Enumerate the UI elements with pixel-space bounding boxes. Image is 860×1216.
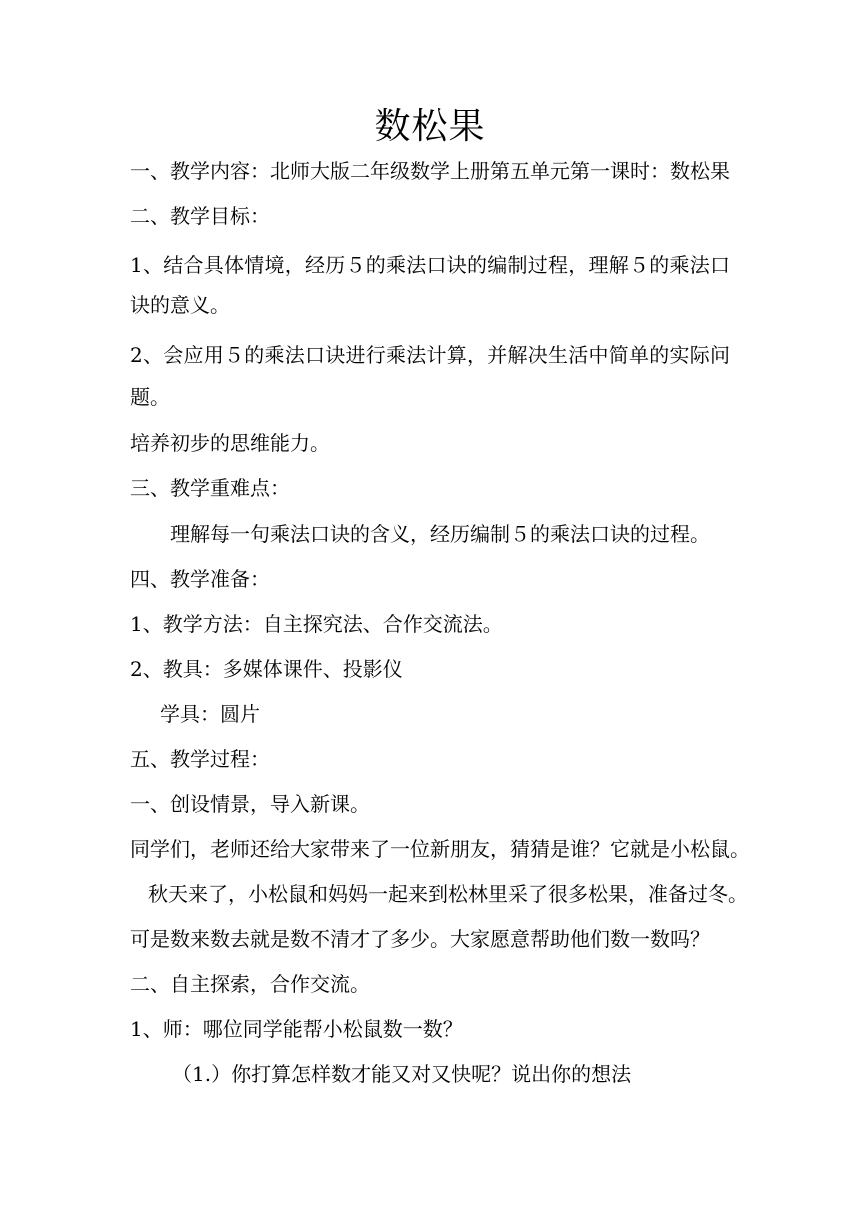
sub-question-line: （1.）你打算怎样数才能又对又快呢？说出你的想法: [172, 1062, 632, 1086]
goal-2-line-1: 2、会应用５的乘法口诀进行乘法计算，并解决生活中简单的实际问: [130, 343, 730, 367]
section-2-heading: 二、自主探索，合作交流。: [130, 972, 370, 996]
key-points-heading: 三、教学重难点：: [130, 476, 290, 500]
goal-1-line-1: 1、结合具体情境，经历５的乘法口诀的编制过程，理解５的乘法口: [130, 253, 730, 277]
intro-paragraph-line-2: 秋天来了，小松鼠和妈妈一起来到松林里采了很多松果，准备过冬。: [148, 882, 748, 906]
goal-2-line-2: 题。: [130, 385, 170, 409]
teaching-goals-heading: 二、教学目标：: [130, 204, 270, 228]
teaching-tools-line: 2、教具：多媒体课件、投影仪: [130, 657, 403, 681]
student-tools-line: 学具：圆片: [160, 702, 260, 726]
document-title: 数松果: [374, 106, 486, 147]
section-1-heading: 一、创设情景，导入新课。: [130, 792, 370, 816]
key-points-content: 理解每一句乘法口诀的含义，经历编制５的乘法口诀的过程。: [170, 522, 710, 546]
intro-paragraph-line-3: 可是数来数去就是数不清才了多少。大家愿意帮助他们数一数吗？: [130, 927, 710, 951]
intro-paragraph-line-1: 同学们，老师还给大家带来了一位新朋友，猜猜是谁？它就是小松鼠。: [130, 837, 750, 861]
goal-3-line: 培养初步的思维能力。: [130, 431, 330, 455]
teaching-process-heading: 五、教学过程：: [130, 747, 270, 771]
goal-1-line-2: 诀的意义。: [130, 293, 230, 317]
teaching-content-line: 一、教学内容：北师大版二年级数学上册第五单元第一课时：数松果: [130, 159, 730, 183]
teaching-method-line: 1、教学方法：自主探究法、合作交流法。: [130, 612, 503, 636]
teacher-question-line: 1、师：哪位同学能帮小松鼠数一数？: [130, 1017, 463, 1041]
preparation-heading: 四、教学准备：: [130, 567, 270, 591]
